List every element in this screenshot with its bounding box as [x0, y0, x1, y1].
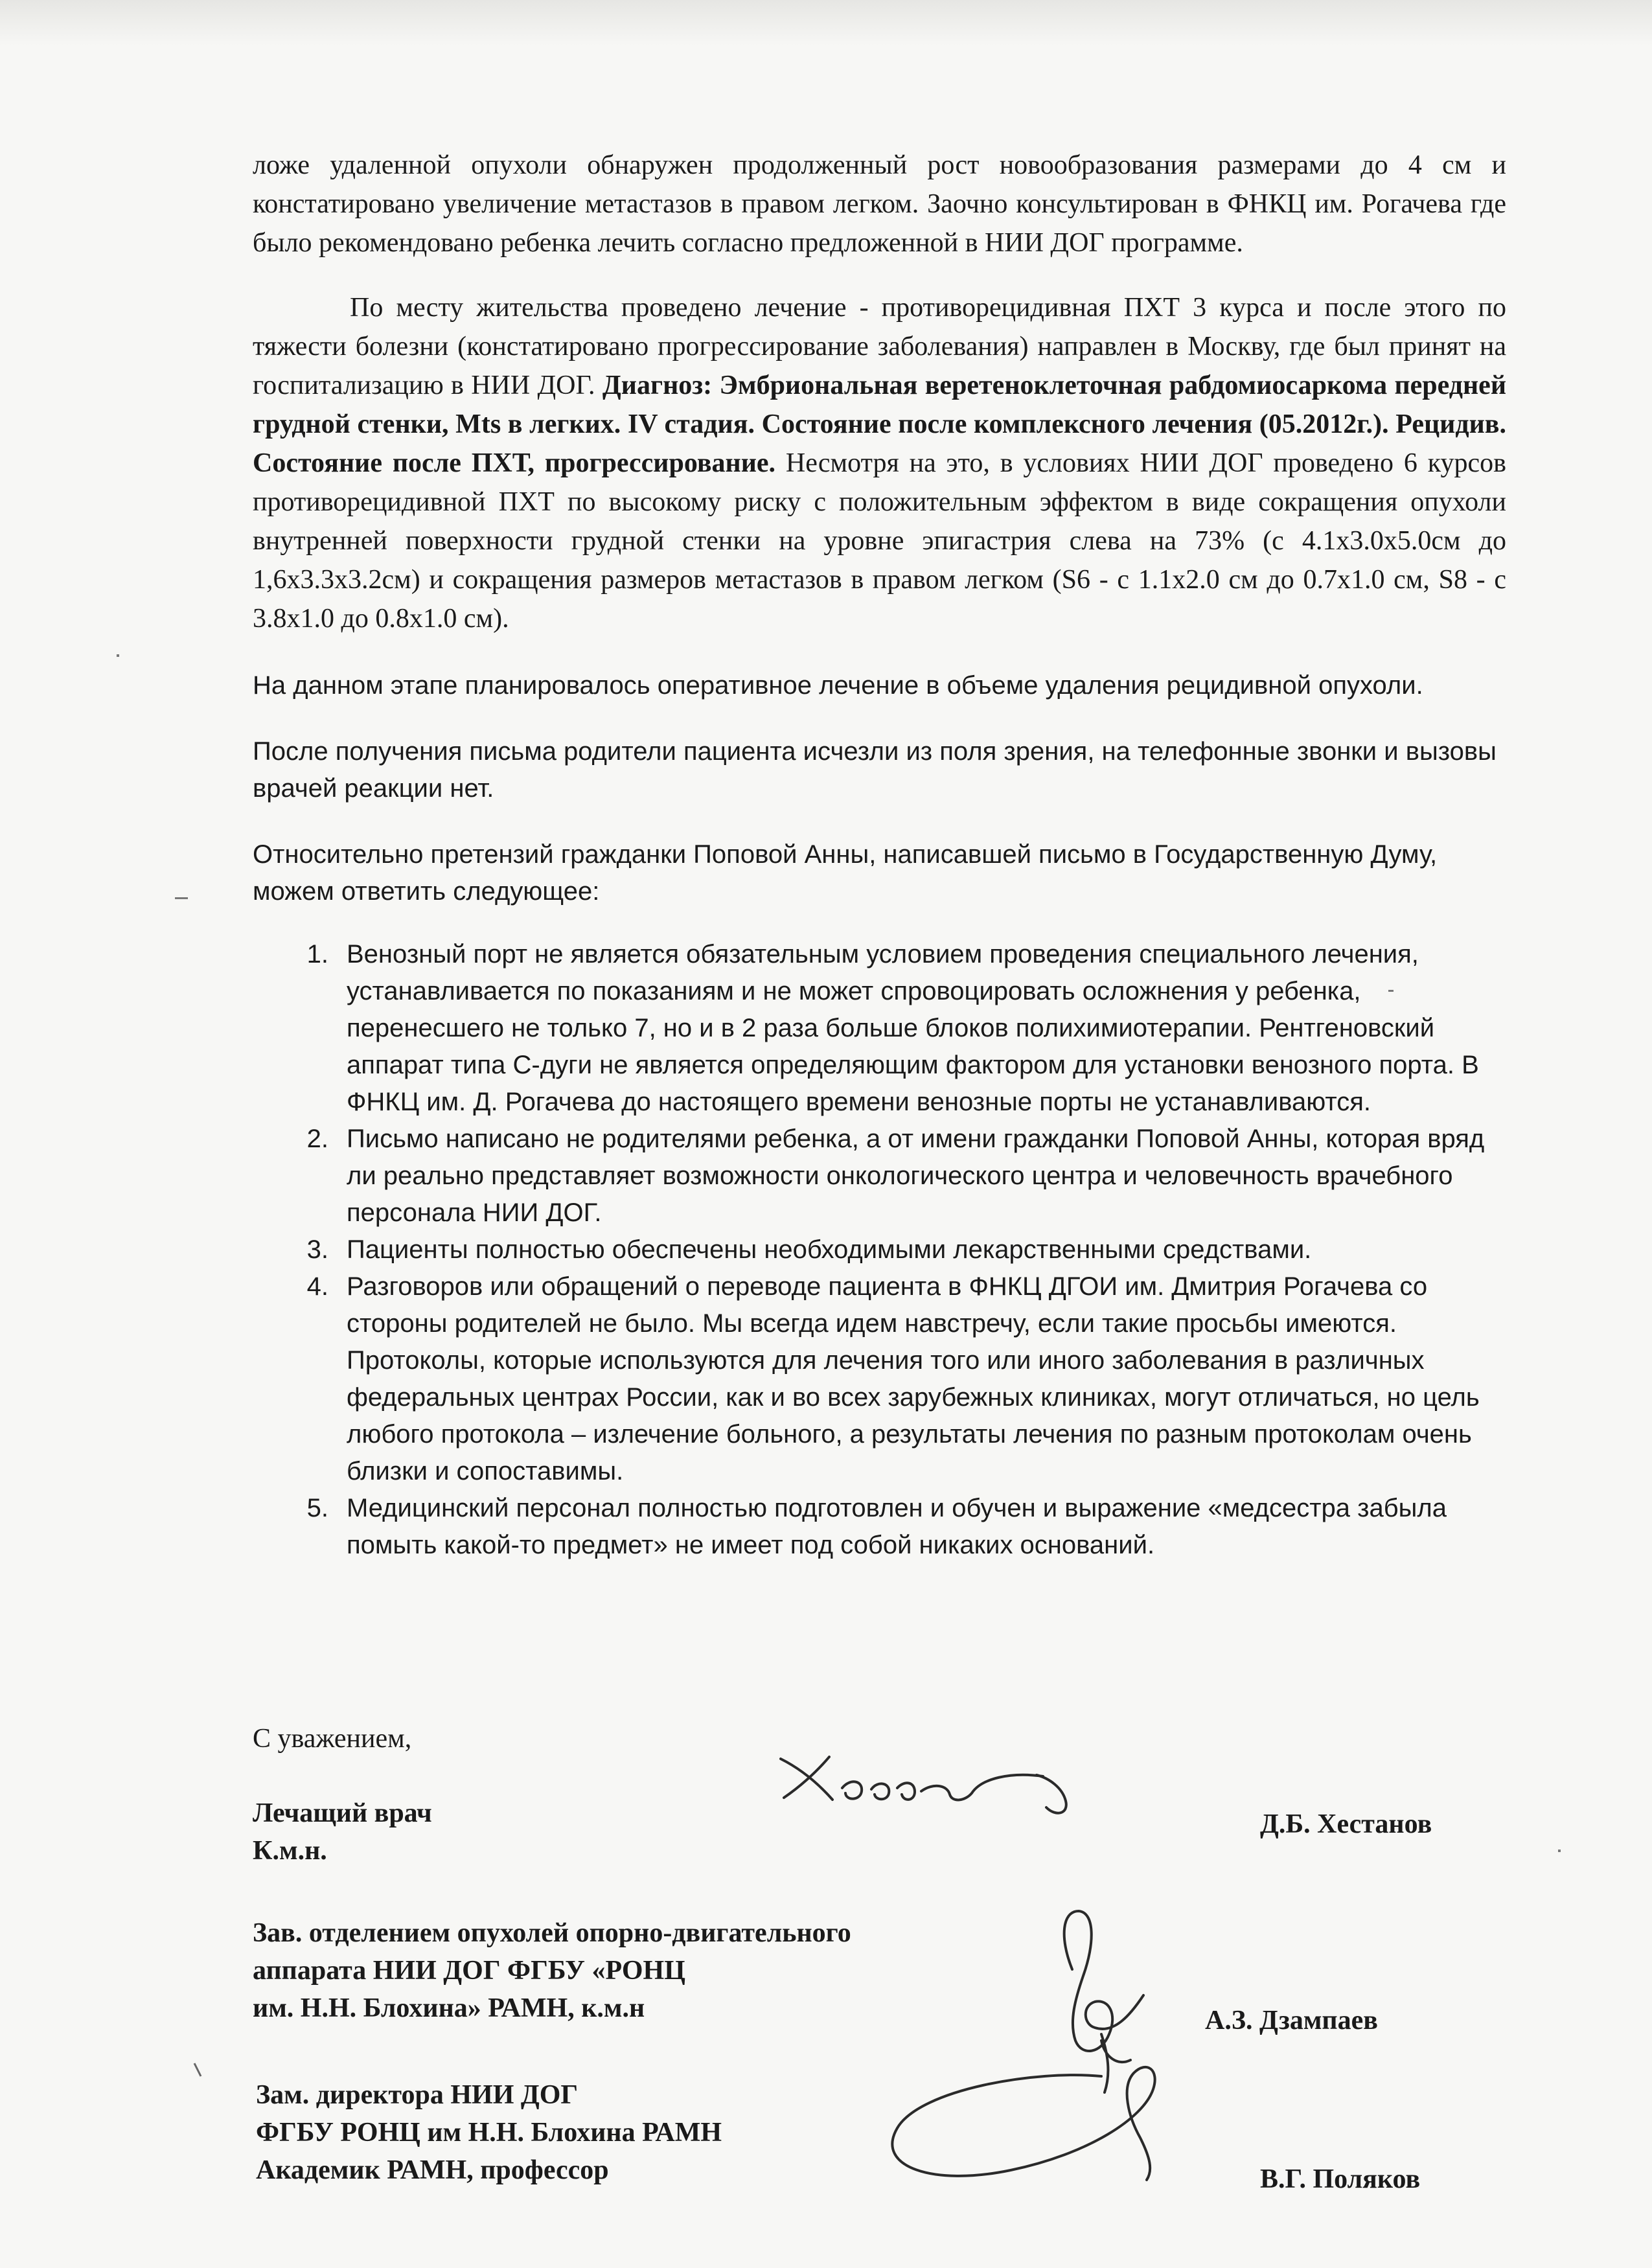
doctor-degree: К.м.н. — [253, 1836, 327, 1866]
head-of-department-name: А.З. Дзампаев — [1205, 2006, 1378, 2035]
head-title-line: им. Н.Н. Блохина» РАМН, к.м.н — [253, 1993, 645, 2023]
head-title-line: Зав. отделением опухолей опорно-двигательного — [253, 1918, 851, 1948]
paragraph-parents: После получения письма родители пациента исчезли из поля зрения, на телефонные звонки и вызовы врачей реакции нет. — [253, 737, 1497, 803]
list-text: Пациенты полностью обеспечены необходимыми лекарственными средствами. — [347, 1235, 1312, 1264]
scan-mark — [194, 2063, 201, 2076]
doctor-name: Д.Б. Хестанов — [1260, 1809, 1432, 1839]
head-title-line: аппарата НИИ ДОГ ФГБУ «РОНЦ — [253, 1956, 685, 1986]
list-number: 3. — [306, 1235, 328, 1264]
deputy-title-line: ФГБУ РОНЦ им Н.Н. Блохина РАМН — [256, 2118, 722, 2148]
closing-text: С уважением, — [253, 1724, 412, 1754]
list-text: Медицинский персонал полностью подготовлен и обучен и выражение «медсестра забыла помыть какой-то предмет» не имеет под собой никаких оснований. — [347, 1494, 1447, 1559]
signature-khestanov — [781, 1757, 1066, 1813]
treatment-result-text: Несмотря на это, в условиях НИИ ДОГ проведено 6 курсов противорецидивной ПХТ по высокому риску с положительным эффектом в виде сокращения опухоли внутренней поверхности грудной стенки на уровне эпигастрия слева на 73% (с 4.1х3.0х5.0см до 1,6х3.3х3.2см) и сокращения размеров метастазов в правом легком (S6 - с 1.1х2.0 см до 0.7х1.0 см, S8 - с 3.8х1.0 до 0.8х1.0 см). — [253, 448, 1506, 634]
list-number: 5. — [306, 1494, 328, 1522]
list-number: 4. — [306, 1272, 328, 1301]
paragraph-surgery-plan: На данном этапе планировалось оперативное лечение в объеме удаления рецидивной опухоли. — [253, 671, 1423, 700]
deputy-title-line: Зам. директора НИИ ДОГ — [256, 2080, 579, 2110]
paragraph-intro: ложе удаленной опухоли обнаружен продолженный рост новообразования размерами до 4 см и констатировано увеличение метастазов в правом легком. Заочно консультирован в ФНКЦ им. Рогачева где было рекомендовано ребенка лечить согласно предложенной в НИИ ДОГ программе. — [253, 150, 1506, 258]
deputy-director-name: В.Г. Поляков — [1260, 2164, 1421, 2194]
list-number: 1. — [306, 940, 328, 968]
list-number: 2. — [306, 1125, 328, 1153]
list-text: Венозный порт не является обязательным условием проведения специального лечения, устанавливается по показаниям и не может спровоцировать осложнения у ребенка, перенесшего не только 7, но и в 2 раза больше блоков полихимиотерапии. Рентгеновский аппарат типа С-дуги не является определяющим фактором для установки венозного порта. В ФНКЦ им. Д. Рогачева до настоящего времени венозные порты не устанавливаются. — [347, 940, 1479, 1116]
deputy-title-line: Академик РАМН, профессор — [256, 2155, 609, 2185]
paragraph-claims: Относительно претензий гражданки Поповой Анны, написавшей письмо в Государственную Думу, можем ответить следующее: — [253, 840, 1438, 906]
list-text: Письмо написано не родителями ребенка, а от имени гражданки Поповой Анны, которая вряд ли реально представляет возможности онкологического центра и человечность врачебного персонала НИИ ДОГ. — [347, 1125, 1485, 1227]
scan-speck — [117, 654, 119, 657]
scan-speck — [1388, 990, 1394, 992]
treatment-text: По месту жительства проведено лечение - противорецидивная ПХТ 3 курса и после этого по тяжести болезни (констатировано прогрессирование заболевания) направлен в Москву, где был принят на госпитализацию в НИИ ДОГ. — [253, 293, 1506, 400]
scan-specks — [117, 654, 1561, 1852]
doctor-position: Лечащий врач — [253, 1798, 432, 1828]
scan-speck — [1558, 1850, 1561, 1852]
scan-speck — [175, 897, 188, 899]
signature-polyakov — [892, 2034, 1154, 2180]
list-text: Разговоров или обращений о переводе пациента в ФНКЦ ДГОИ им. Дмитрия Рогачева со стороны родителей не было. Мы всегда идем навстречу, если такие просьбы имеются. Протоколы, которые используются для лечения того или иного заболевания в различных федеральных центрах России, как и во всех зарубежных клиниках, могут отличаться, но цель любого протокола – излечение больного, а результаты лечения по разным протоколам очень близки и сопоставимы. — [347, 1272, 1480, 1485]
diagnosis-text: Диагноз: Эмбриональная веретеноклеточная рабдомиосаркома передней грудной стенки, Mts в легких. IV стадия. Состояние после комплексного лечения (05.2012г.). Рецидив. Состояние после ПХТ, прогрессирование. — [253, 371, 1507, 478]
